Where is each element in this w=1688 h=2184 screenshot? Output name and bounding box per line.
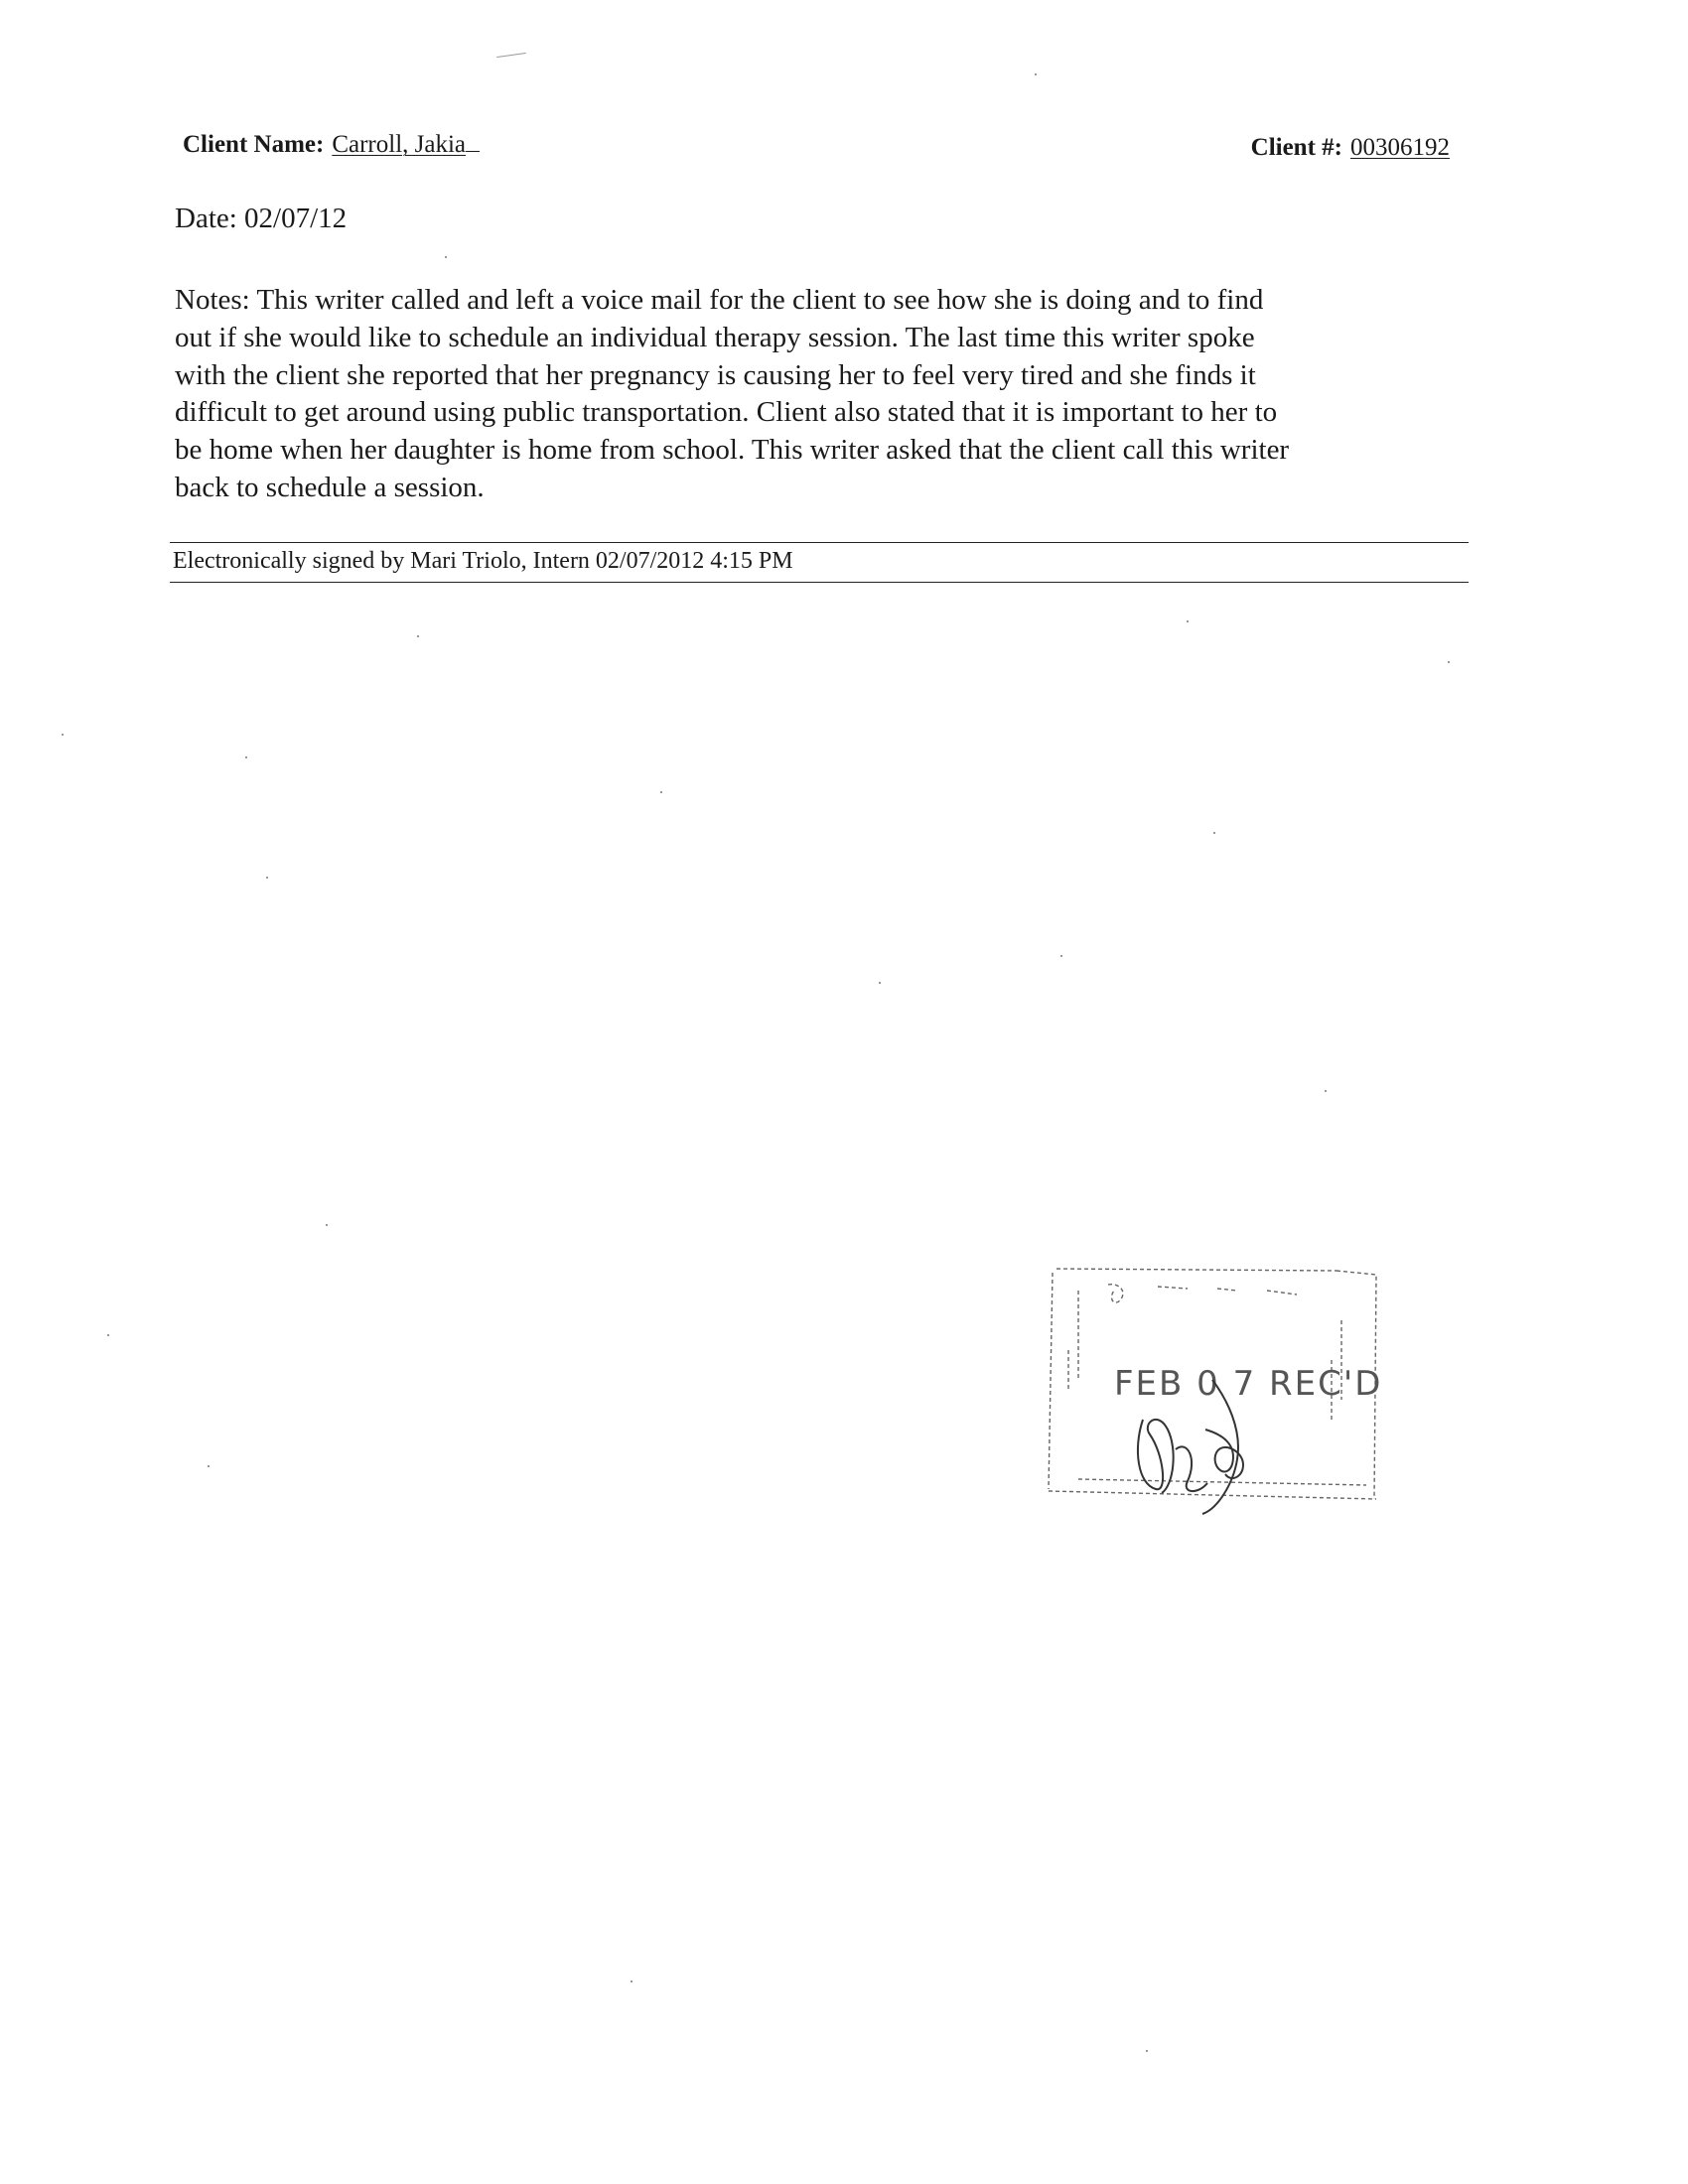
client-name-field (183, 129, 480, 159)
client-name-value: Carroll, Jakia (332, 131, 467, 158)
client-name-underline (466, 129, 480, 152)
electronic-signature-line: Electronically signed by Mari Triolo, Intern 02/07/2012 4:15 PM (173, 548, 793, 574)
notes-line: with the client she reported that her pregnancy is causing her to feel very tired and she finds it (175, 358, 1256, 391)
notes-line: out if she would like to schedule an individual therapy session. The last time this writer spoke (175, 321, 1255, 353)
received-stamp (1039, 1261, 1396, 1529)
notes-paragraph (175, 282, 1466, 507)
signature-rule-bottom (170, 582, 1469, 583)
notes-line: difficult to get around using public transportation. Client also stated that it is important to her to (175, 396, 1278, 429)
signature-rule-top (170, 542, 1469, 543)
client-header (183, 129, 1450, 165)
client-number-label: Client #: (1250, 134, 1342, 161)
client-number-field (1251, 134, 1450, 162)
notes-line: Notes: This writer called and left a voice mail for the client to see how she is doing and to find (175, 284, 1264, 316)
client-name-label: Client Name: (183, 131, 325, 158)
notes-line: back to schedule a session. (175, 471, 485, 503)
received-stamp-icon (1039, 1261, 1396, 1529)
note-date: Date: 02/07/12 (175, 203, 348, 234)
notes-line: be home when her daughter is home from school. This writer asked that the client call this writer (175, 434, 1290, 467)
stamp-text: FEB 0 7 REC'D (1114, 1364, 1383, 1404)
client-number-value: 00306192 (1350, 134, 1450, 161)
